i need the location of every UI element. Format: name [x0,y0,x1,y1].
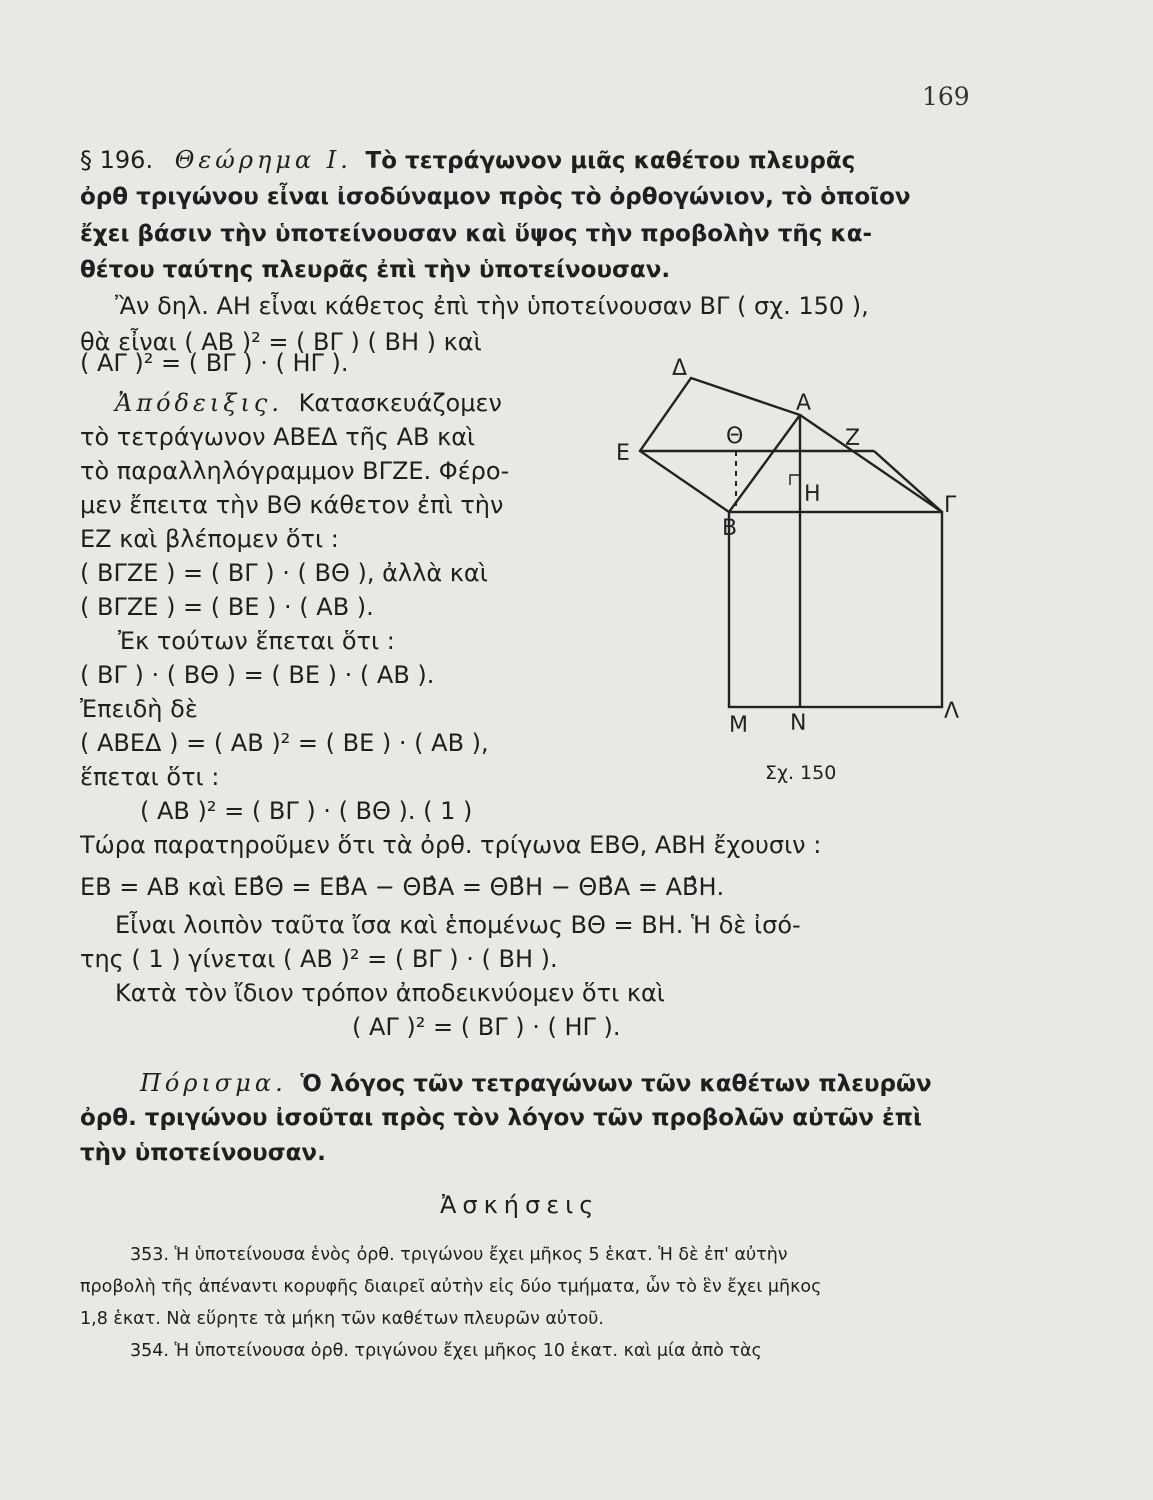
exercise-353-line-2: προβολὴ τῆς ἀπέναντι κορυφῆς διαιρεῖ αὐτὴν εἰς δύο τμήματα, ὧν τὸ ἓν ἔχει μῆκος [80,1277,822,1297]
exercise-354-line-1: 354. Ἡ ὑποτείνουσα ὀρθ. τριγώνου ἔχει μῆκος 10 ἑκατ. καὶ μία ἀπὸ τὰς [130,1341,762,1361]
proof-equation-1: ( ΑΒ )² = ( ΒΓ ) · ( ΒΘ ). ( 1 ) [140,797,473,825]
proof-line: Κατὰ τὸν ἴδιον τρόπον ἀποδεικνύομεν ὅτι καὶ [115,979,665,1007]
corollary-line-2: ὀρθ. τριγώνου ἰσοῦται πρὸς τὸν λόγον τῶν προβολῶν αὐτῶν ἐπὶ [80,1105,922,1131]
proof-angle-equation: ΕΒ = ΑΒ καὶ ΕΒ̂Θ = ΕΒ̂Α − ΘΒ̂Α = ΘΒ̂Η − ΘΒ̂Α = ΑΒ̂Η. [80,873,725,901]
proof-line: της ( 1 ) γίνεται ( ΑΒ )² = ( ΒΓ ) · ( ΒΗ ). [80,945,558,973]
proof-heading [115,388,502,418]
proof-line: Ἐπειδὴ δὲ [80,695,198,723]
label-theta: Θ [726,424,744,449]
exercises-heading: Ἀσκήσεις [440,1191,600,1219]
statement-line-2: θὰ εἶναι ( ΑΒ )² = ( ΒΓ ) ( ΒΗ ) καὶ [80,328,482,356]
side-ag [800,415,942,512]
exercise-353-line-3: 1,8 ἑκατ. Νὰ εὕρητε τὰ μήκη τῶν καθέτων πλευρῶν αὐτοῦ. [80,1309,604,1329]
proof-first-line: Κατασκευάζομεν [298,389,502,417]
proof-line: Εἶναι λοιπὸν ταῦτα ἴσα καὶ ἑπομένως ΒΘ = ΒΗ. Ἡ δὲ ἰσό- [115,911,801,939]
theorem-line-4: θέτου ταύτης πλευρᾶς ἐπὶ τὴν ὑποτείνουσαν. [80,257,671,283]
theorem-line-2: ὀρθ τριγώνου εἶναι ἰσοδύναμον πρὸς τὸ ὀρθογώνιον, τὸ ὁποῖον [80,184,911,210]
label-e: Ε [616,441,630,466]
proof-line: ἕπεται ὅτι : [80,763,220,791]
right-angle-mark [790,475,800,485]
exercise-353-line-1: 353. Ἡ ὑποτείνουσα ἑνὸς ὀρθ. τριγώνου ἔχει μῆκος 5 ἑκατ. Ἡ δὲ ἐπ' αὐτὴν [130,1245,788,1265]
corollary-title: Πόρισμα. [140,1069,287,1097]
statement-line-3: ( ΑΓ )² = ( ΒΓ ) · ( ΗΓ ). [80,349,349,377]
corollary-line-3: τὴν ὑποτείνουσαν. [80,1140,326,1166]
proof-equation: ( ΒΓΖΕ ) = ( ΒΓ ) · ( ΒΘ ), ἀλλὰ καὶ [80,559,488,587]
statement-line-1: Ἂν δηλ. ΑΗ εἶναι κάθετος ἐπὶ τὴν ὑποτείνουσαν ΒΓ ( σχ. 150 ), [115,292,869,320]
label-m: Μ [729,713,748,738]
label-gamma: Γ [944,493,957,518]
proof-line: τὸ παραλληλόγραμμον ΒΓΖΕ. Φέρο- [80,457,510,485]
proof-equation-final: ( ΑΓ )² = ( ΒΓ ) · ( ΗΓ ). [352,1013,621,1041]
corollary-text: Ὁ λόγος τῶν τετραγώνων τῶν καθέτων πλευρῶν [300,1071,932,1097]
label-n: Ν [790,711,807,736]
corollary-line-1 [140,1068,932,1099]
theorem-line-3: ἔχει βάσιν τὴν ὑποτείνουσαν καὶ ὕψος τὴν προβολὴν τῆς κα- [80,221,873,247]
proof-equation: ( ΒΓΖΕ ) = ( ΒΕ ) · ( ΑΒ ). [80,593,374,621]
label-delta: Δ [672,356,688,381]
theorem-line-1 [80,145,855,176]
proof-equation: ( ΒΓ ) · ( ΒΘ ) = ( ΒΕ ) · ( ΑΒ ). [80,661,435,689]
label-a: Α [796,391,812,416]
label-z: Ζ [845,426,861,451]
theorem-title: Θεώρημα Ι. [174,146,352,174]
figure-caption: Σχ. 150 [765,762,837,784]
proof-line: ΕΖ καὶ βλέπομεν ὅτι : [80,525,339,553]
proof-equation: ( ΑΒΕΔ ) = ( ΑΒ )² = ( ΒΕ ) · ( ΑΒ ), [80,729,489,757]
proof-line: Ἐκ τούτων ἕπεται ὅτι : [118,627,395,655]
proof-title: Ἀπόδειξις. [115,389,283,417]
line-gz [874,451,942,512]
page-number: 169 [922,82,970,111]
proof-line: μεν ἔπειτα τὴν ΒΘ κάθετον ἐπὶ τὴν [80,491,504,519]
label-h: Η [804,482,821,507]
proof-line: Τώρα παρατηροῦμεν ὅτι τὰ ὀρθ. τρίγωνα ΕΒΘ, ΑΒΗ ἔχουσιν : [80,831,822,859]
proof-line: τὸ τετράγωνον ΑΒΕΔ τῆς ΑΒ καὶ [80,423,476,451]
square-abed [640,378,800,512]
theorem-text: Τὸ τετράγωνον μιᾶς καθέτου πλευρᾶς [365,148,856,174]
label-lambda: Λ [944,699,960,724]
square-bg [729,512,942,707]
label-b: Β [722,516,738,541]
section-number: § 196. [80,146,154,174]
